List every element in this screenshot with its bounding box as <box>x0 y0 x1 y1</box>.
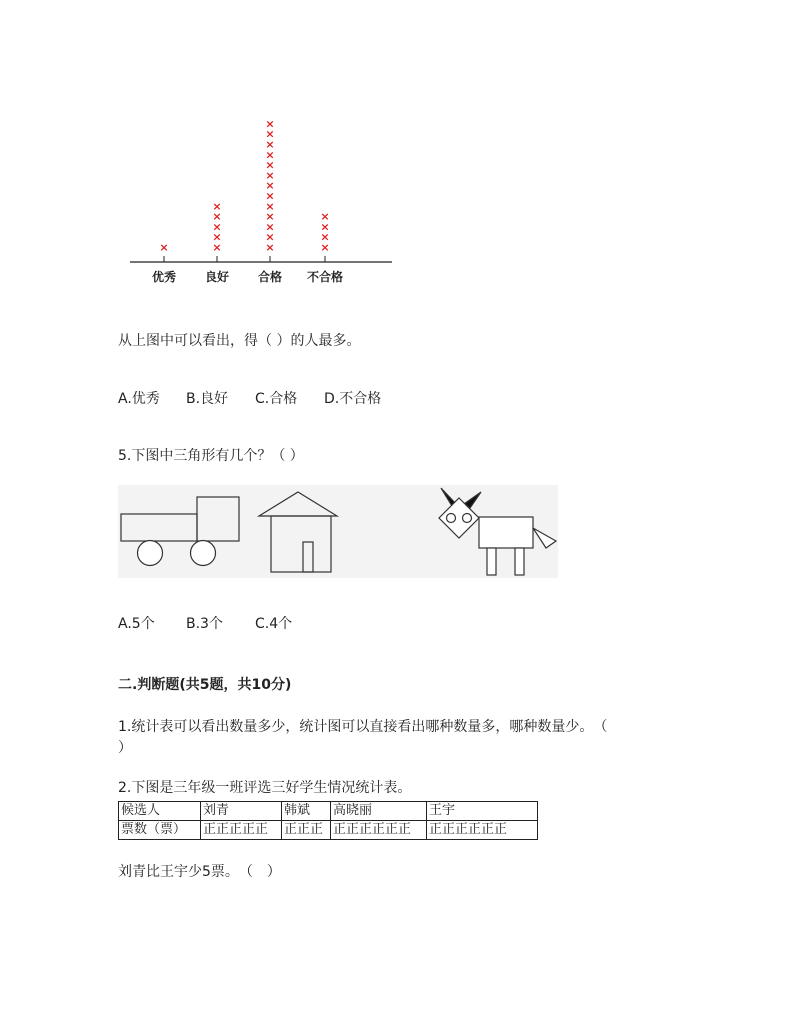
judge-q1-line1: 1.统计表可以看出数量多少，统计图可以直接看出哪种数量多，哪种数量少。 （ <box>118 719 608 735</box>
data-point-marker: × <box>212 210 222 224</box>
table-cell: 王宇 <box>427 802 538 821</box>
q4-option-d: D.不合格 <box>324 391 382 407</box>
table-cell: 正正正 <box>282 821 331 840</box>
data-point-marker: × <box>265 189 275 203</box>
data-point-marker: × <box>265 127 275 141</box>
table-cell: 正正正正正正 <box>331 821 427 840</box>
table-cell: 候选人 <box>119 802 201 821</box>
data-point-marker: × <box>265 168 275 182</box>
q5-option-a: A.5个 <box>118 616 155 632</box>
data-point-marker: × <box>212 230 222 244</box>
data-point-marker: × <box>212 199 222 213</box>
cow-leg-front <box>487 548 496 575</box>
judge-q1-line2: ） <box>118 740 132 756</box>
data-point-marker: × <box>320 230 330 244</box>
truck-wheel-left <box>138 541 163 566</box>
table-cell: 正正正正正 <box>201 821 282 840</box>
category-label: 优秀 <box>151 270 177 284</box>
category-label: 合格 <box>257 270 283 284</box>
judge-q2-title: 2.下图是三年级一班评选三好学生情况统计表。 <box>118 780 412 796</box>
data-point-marker: × <box>265 241 275 254</box>
vote-table <box>118 801 538 840</box>
data-point-marker: × <box>265 117 275 131</box>
q5-option-b: B.3个 <box>186 616 223 632</box>
question-4-text: 从上图中可以看出，得（ ）的人最多。 <box>118 333 361 349</box>
table-cell: 票数（票） <box>119 821 201 840</box>
data-point-marker: × <box>320 220 330 234</box>
data-point-marker: × <box>159 241 169 254</box>
data-point-marker: × <box>265 199 275 213</box>
table-row <box>119 821 538 840</box>
q4-option-b: B.良好 <box>186 391 229 407</box>
dot-plot-chart <box>120 95 400 290</box>
cow-leg-back <box>515 548 524 575</box>
table-header-row <box>119 802 538 821</box>
table-cell: 高晓丽 <box>331 802 427 821</box>
data-point-marker: × <box>265 210 275 224</box>
q4-option-a: A.优秀 <box>118 391 160 407</box>
table-cell: 刘青 <box>201 802 282 821</box>
cow-body <box>479 517 533 548</box>
category-label: 不合格 <box>306 270 344 284</box>
data-point-marker: × <box>320 210 330 224</box>
q5-option-c: C.4个 <box>255 616 293 632</box>
data-point-marker: × <box>265 138 275 151</box>
data-point-marker: × <box>212 241 222 254</box>
table-cell: 韩斌 <box>282 802 331 821</box>
category-label: 良好 <box>204 270 230 284</box>
question-5-text: 5.下图中三角形有几个？（ ） <box>118 448 304 464</box>
judge-q2-statement: 刘青比王宇少5票。 （ ） <box>118 864 281 880</box>
data-point-marker: × <box>320 241 330 254</box>
shapes-figure <box>118 485 558 578</box>
cow-eye-left <box>447 514 456 523</box>
table-cell: 正正正正正正 <box>427 821 538 840</box>
section-2-title: 二.判断题(共5题，共10分) <box>118 677 292 693</box>
data-point-marker: × <box>265 220 275 234</box>
data-point-marker: × <box>265 230 275 244</box>
data-point-marker: × <box>265 148 275 162</box>
data-point-marker: × <box>265 158 275 172</box>
data-point-marker: × <box>212 220 222 234</box>
q4-option-c: C.合格 <box>255 391 298 407</box>
data-point-marker: × <box>265 179 275 193</box>
cow-eye-right <box>463 514 472 523</box>
truck-wheel-right <box>191 541 216 566</box>
